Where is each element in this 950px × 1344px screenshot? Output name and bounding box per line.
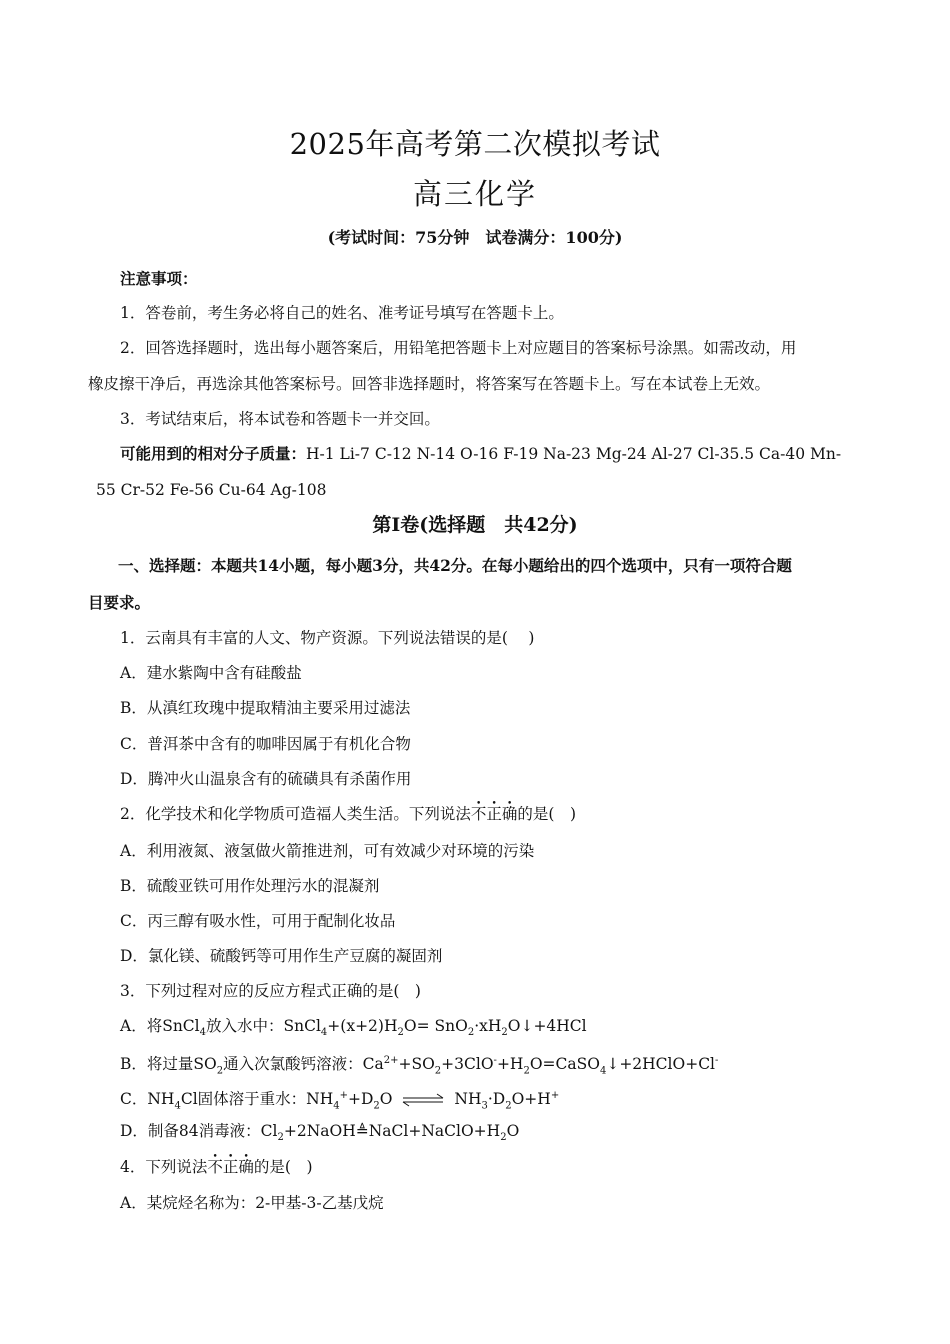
subscript: 2 (505, 1100, 512, 1112)
section-instruction-b: 目要求。 (88, 593, 151, 612)
subscript: 2 (501, 1027, 508, 1039)
section-instruction-a: 一、选择题：本题共14小题，每小题3分，共42分。在每小题给出的四个选项中，只有一项符合题 (118, 556, 792, 575)
q2-stem (120, 803, 576, 825)
q3-option-d (120, 1120, 519, 1149)
atomic-mass-values-b: 55 Cr-52 Fe-56 Cu-64 Ag-108 (96, 481, 327, 499)
q4-stem (120, 1156, 313, 1178)
q4-emphasis-1: 不 (207, 1158, 223, 1176)
q1-stem: 1．云南具有丰富的人文、物产资源。下列说法错误的是( ) (120, 629, 535, 647)
q3-a-text: O= SnO (403, 1017, 468, 1035)
q3-b-text: 通入次氯酸钙溶液：Ca (223, 1055, 384, 1074)
subscript: 2 (397, 1027, 404, 1039)
q2-stem-post: 的是( ) (517, 805, 577, 823)
q3-c-text: O (379, 1090, 393, 1109)
q3-b-text: SO (193, 1055, 217, 1074)
atomic-mass-label: 可能用到的相对分子质量： (120, 444, 307, 463)
notice-item-3: 3．考试结束后，将本试卷和答题卡一并交回。 (120, 410, 440, 428)
subscript: 2 (216, 1065, 224, 1077)
q2-option-a: A．利用液氮、液氢做火箭推进剂，可有效减少对环境的污染 (120, 842, 535, 860)
q4-option-a: A．某烷烃名称为：2-甲基-3-乙基戊烷 (120, 1194, 384, 1212)
q4-emphasis-2: 正 (222, 1158, 239, 1176)
q3-a-text: SnCl (162, 1017, 200, 1035)
q3-b-text: +SO (398, 1055, 435, 1074)
subscript: 4 (333, 1100, 340, 1112)
q1-option-d: D．腾冲火山温泉含有的硫磺具有杀菌作用 (120, 770, 412, 788)
subscript: 2 (467, 1027, 475, 1039)
subscript: 4 (599, 1065, 607, 1077)
q3-a-label: A．将 (120, 1017, 163, 1035)
q2-emphasis-2: 正 (486, 805, 502, 823)
q1-option-c: C．普洱茶中含有的咖啡因属于有机化合物 (120, 735, 411, 753)
q3-d-label: D．制备84消毒液：Cl (120, 1122, 278, 1140)
q3-c-text: ·D (487, 1090, 506, 1109)
q3-c-text: Cl固体溶于重水：NH (180, 1090, 334, 1109)
q3-option-c (120, 1085, 559, 1117)
q2-option-b: B．硫酸亚铁可用作处理污水的混凝剂 (120, 877, 380, 895)
q2-option-d: D．氯化镁、硫酸钙等可用作生产豆腐的凝固剂 (120, 947, 443, 965)
q2-stem-pre: 2．化学技术和化学物质可造福人类生活。下列说法 (120, 805, 471, 823)
q1-option-a: A．建水紫陶中含有硅酸盐 (120, 664, 302, 682)
subscript: 4 (320, 1027, 328, 1039)
subscript: 2 (373, 1100, 380, 1112)
q4-stem-post: 的是( ) (253, 1158, 313, 1176)
notice-item-2b: 橡皮擦干净后，再选涂其他答案标号。回答非选择题时，将答案写在答题卡上。写在本试卷上无效。 (88, 375, 771, 393)
q3-d-text: O (506, 1122, 520, 1140)
q3-c-text: NH (454, 1090, 482, 1109)
reversible-arrow-icon (401, 1093, 445, 1107)
q3-b-text: +3ClO (441, 1055, 494, 1074)
subscript: 2 (523, 1065, 530, 1077)
q3-a-text: +(x+2)H (327, 1017, 398, 1035)
q3-b-label: B．将过量 (120, 1055, 194, 1074)
superscript: + (339, 1090, 348, 1101)
exam-info: (考试时间：75分钟 试卷满分：100分) (327, 228, 623, 247)
q3-option-b (120, 1050, 718, 1082)
q3-a-text: ·xH (474, 1017, 502, 1035)
superscript: - (493, 1055, 497, 1066)
q3-d-text: NaCl+NaClO+H (368, 1122, 501, 1140)
q3-b-text: ↓+2HClO+Cl (606, 1055, 716, 1074)
q4-emphasis-3: 确 (238, 1158, 254, 1176)
subscript: 3 (481, 1100, 488, 1112)
q3-a-text: 放入水中：SnCl (206, 1017, 321, 1035)
q3-c-text: O+H (511, 1090, 551, 1109)
heat-symbol: ≜ (355, 1122, 369, 1140)
superscript: + (550, 1090, 560, 1101)
q3-stem: 3．下列过程对应的反应方程式正确的是( ) (120, 982, 421, 1000)
q3-a-text: O↓+4HCl (507, 1017, 587, 1035)
notice-item-1: 1．答卷前，考生务必将自己的姓名、准考证号填写在答题卡上。 (120, 304, 564, 322)
q2-option-c: C．丙三醇有吸水性，可用于配制化妆品 (120, 912, 396, 930)
subscript: 2 (277, 1132, 284, 1144)
superscript: 2+ (383, 1055, 399, 1066)
subscript: 4 (174, 1100, 181, 1112)
q2-emphasis-3: 确 (501, 805, 518, 823)
q1-option-b: B．从滇红玫瑰中提取精油主要采用过滤法 (120, 699, 411, 717)
atomic-mass-values-a: H-1 Li-7 C-12 N-14 O-16 F-19 Na-23 Mg-24 Al-27 Cl-35.5 Ca-40 Mn- (306, 445, 842, 463)
notice-item-2a: 2．回答选择题时，选出每小题答案后，用铅笔把答题卡上对应题目的答案标号涂黑。如需改动，用 (120, 339, 797, 357)
subscript: 4 (199, 1027, 206, 1039)
q3-option-a (120, 1015, 587, 1044)
q3-b-text: +H (496, 1055, 524, 1074)
exam-title: 2025年高考第二次模拟考试 (289, 127, 661, 161)
notice-heading: 注意事项： (120, 269, 198, 288)
q4-stem-pre: 4．下列说法 (120, 1158, 208, 1176)
subscript: 2 (500, 1132, 507, 1144)
subscript: 2 (434, 1065, 442, 1077)
q3-c-label: C．NH (120, 1090, 175, 1109)
section-title: 第Ⅰ卷(选择题 共42分) (372, 514, 578, 536)
q3-b-text: O=CaSO (529, 1055, 600, 1074)
atomic-mass-line (120, 443, 841, 465)
superscript: - (715, 1055, 719, 1066)
q2-emphasis-1: 不 (470, 805, 487, 823)
q3-c-text: +D (348, 1090, 374, 1109)
exam-subject: 高三化学 (412, 177, 537, 211)
q3-d-text: +2NaOH (283, 1122, 356, 1140)
